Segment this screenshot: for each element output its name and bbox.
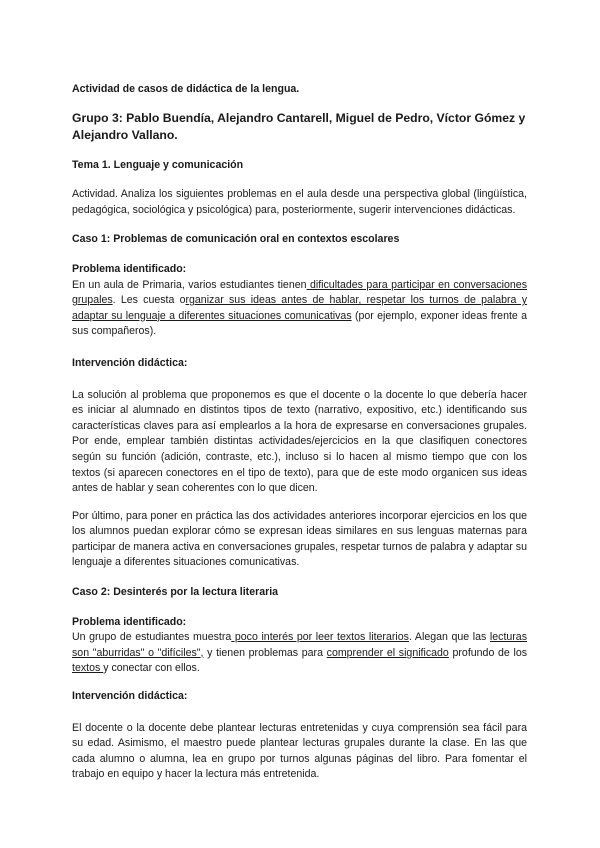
case2-problem-part: y conectar con ellos.	[103, 662, 200, 675]
case2-problem-text	[72, 630, 527, 677]
case1-problem-label: Problema identificado:	[72, 262, 187, 275]
case2-problem-part: y tienen problemas para	[203, 646, 327, 659]
case1-intervention-paragraph-1: La solución al problema que proponemos es que el docente o la docente lo que debería hacer es iniciar al alumnado en distintos tipos de texto (narrativo, expositivo, etc.) identificando sus características claves para así emplearlos a la hora de expresarse en conversaciones grupales. Por ende, emplear también distintas actividades/ejercicios en la que clasifiquen conectores según su función (adición, contraste, etc.), incluso si lo hacen al mismo tiempo que con los textos (si aparecen conectores en el tipo de texto), para que de este modo organicen sus ideas antes de hablar y sean coherentes con lo que dicen.	[72, 388, 527, 495]
topic-heading: Tema 1. Lenguaje y comunicación	[72, 158, 244, 171]
case1-intervention-paragraph-2: Por último, para poner en práctica las dos actividades anteriores incorporar ejercicios en los que los alumnos puedan explorar cómo se expresan ideas similares en sus lenguas maternas para participar de manera activa en conversaciones grupales, respetar turnos de palabra y adaptar su lenguaje a diferentes situaciones comunicativas.	[72, 509, 527, 569]
case2-problem-underline: lecturas son "aburridas" o "difíciles",	[72, 631, 527, 659]
case1-problem-part: En un aula de Primaria, varios estudiantes tienen	[72, 278, 307, 291]
case2-problem-underline: poco interés por leer textos literarios	[231, 631, 409, 644]
case1-intervention-label: Intervención didáctica:	[72, 356, 188, 369]
case2-intervention-label: Intervención didáctica:	[72, 690, 188, 703]
case1-problem-underline: rganizar sus ideas antes de hablar, respetar los turnos de palabra y adaptar su lenguaje a diferentes situaciones comunicativas	[72, 294, 527, 322]
case1-problem-text	[72, 278, 527, 340]
group-members: Grupo 3: Pablo Buendía, Alejandro Cantarell, Miguel de Pedro, Víctor Gómez y Alejandro Vallano.	[72, 110, 526, 142]
case2-problem-underline: textos	[72, 662, 104, 675]
document-title: Actividad de casos de didáctica de la lengua.	[72, 83, 300, 95]
case2-problem-part: profundo de los	[448, 646, 528, 659]
case1-problem-part: . Les cuesta o	[112, 294, 186, 307]
case1-problem-part: (por ejemplo, exponer ideas frente a sus compañeros).	[72, 309, 527, 338]
case2-problem-underline: comprender el significado	[326, 646, 449, 659]
case1-heading: Caso 1: Problemas de comunicación oral en contextos escolares	[72, 233, 400, 246]
case2-heading: Caso 2: Desinterés por la lectura literaria	[72, 586, 279, 599]
activity-statement: Actividad. Analiza los siguientes problemas en el aula desde una perspectiva global (lingüística, pedagógica, sociológica y psicológica) para, posteriormente, sugerir intervenciones didácticas.	[72, 188, 527, 216]
case1-problem-underline: dificultades para participar en conversaciones grupales	[72, 278, 527, 307]
case2-intervention-paragraph-1: El docente o la docente debe plantear lecturas entretenidas y cuya comprensión sea fácil para su edad. Asimismo, el maestro puede plantear lecturas grupales durante la clase. En las que cada alumno o alumna, lea en grupo por turnos algunas páginas del libro. Para fomentar el trabajo en equipo y hacer la lectura más entretenida.	[72, 721, 527, 781]
document-body	[72, 82, 527, 783]
case2-problem-part: . Alegan que las	[408, 631, 490, 644]
case2-problem-part: Un grupo de estudiantes muestra	[72, 631, 232, 644]
case2-problem-label: Problema identificado:	[72, 615, 187, 628]
